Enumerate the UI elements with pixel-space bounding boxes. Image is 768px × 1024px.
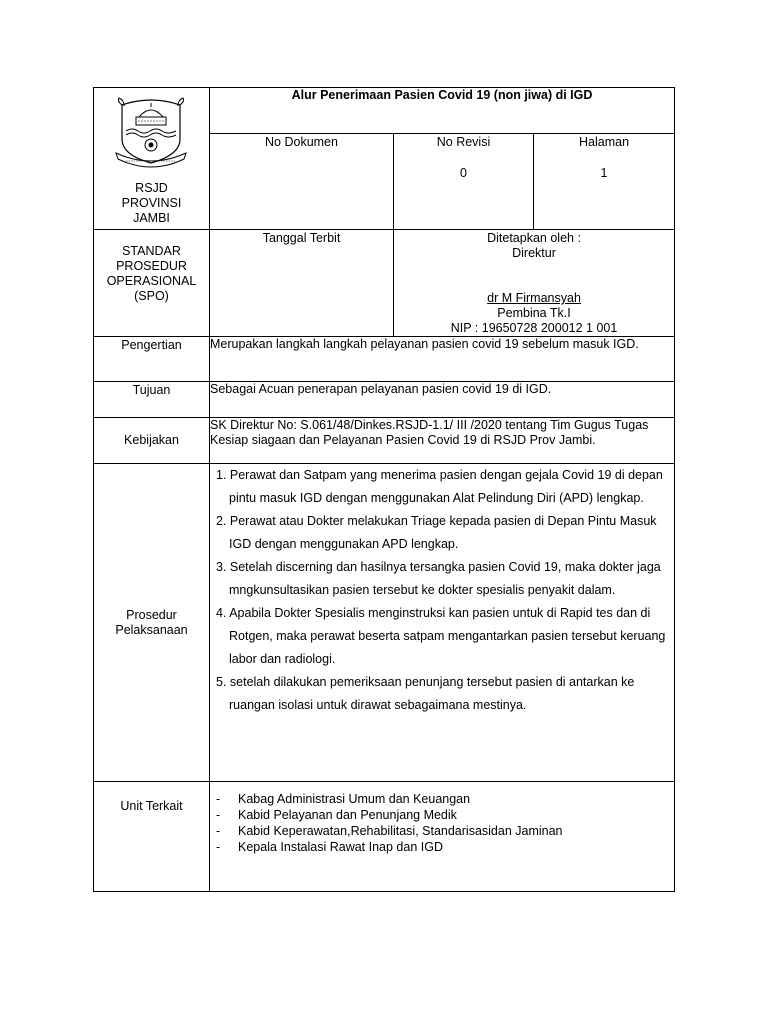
prosedur-label-cell [94,464,210,782]
tanggal-terbit-label: Tanggal Terbit [262,231,341,245]
spo-label-line: STANDAR [122,244,181,258]
ditetapkan-label: Ditetapkan oleh : [487,231,581,245]
kebijakan-label: Kebijakan [94,418,210,464]
signatory-name: dr M Firmansyah [487,291,581,305]
bullet-dash: - [216,792,221,806]
pengertian-text: Merupakan langkah langkah pelayanan pasien covid 19 sebelum masuk IGD. [210,337,675,382]
prosedur-content [210,464,675,782]
unit-terkait-content [210,782,675,892]
kebijakan-text: SK Direktur No: S.061/48/Dinkes.RSJD-1.1/ III /2020 tentang Tim Gugus Tugas Kesiap siagaan dan Pelayanan Pasien Covid 19 di RSJD Prov Jambi. [210,418,675,464]
spo-label-line: (SPO) [134,289,169,303]
no-revisi-label: No Revisi [436,135,491,149]
pengertian-label: Pengertian [94,337,210,382]
signatory-rank: Pembina Tk.I [497,306,571,320]
no-revisi-value: 0 [460,166,467,180]
unit-terkait-item-text: Kabid Keperawatan,Rehabilitasi, Standarisasidan Jaminan [238,824,563,838]
no-dokumen-label: No Dokumen [265,135,338,149]
no-dokumen-cell [210,134,394,230]
document-title: Alur Penerimaan Pasien Covid 19 (non jiwa) di IGD [210,88,675,134]
prosedur-step: 1. Perawat dan Satpam yang menerima pasien dengan gejala Covid 19 di depan pintu masuk IGD dengan menggunakan Alat Pelindung Diri (APD) lengkap. [216,468,663,505]
unit-terkait-item [216,807,668,823]
halaman-cell [534,134,675,230]
institution-line: RSJD [135,181,168,195]
no-revisi-cell [394,134,534,230]
institution-name [94,181,209,226]
prosedur-steps [210,464,674,717]
spo-label-cell [94,230,210,337]
bullet-dash: - [216,808,221,822]
prosedur-step: 4. Apabila Dokter Spesialis menginstruksi kan pasien untuk di Rapid tes dan di Rotgen, maka perawat beserta satpam mengantarkan pasien tersebut keruang labor dan radiologi. [216,606,666,666]
unit-terkait-item [216,791,668,807]
institution-line: JAMBI [133,211,170,225]
halaman-label: Halaman [579,135,630,149]
unit-terkait-item [216,823,668,839]
unit-terkait-label: Unit Terkait [94,782,210,892]
tujuan-text: Sebagai Acuan penerapan pelayanan pasien covid 19 di IGD. [210,382,675,418]
bullet-dash: - [216,824,221,838]
province-emblem-icon [108,95,194,171]
tanggal-terbit-cell [210,230,394,337]
unit-terkait-item [216,839,668,855]
unit-terkait-item-text: Kabag Administrasi Umum dan Keuangan [238,792,471,806]
unit-terkait-item-text: Kabid Pelayanan dan Penunjang Medik [238,808,457,822]
ditetapkan-role: Direktur [512,246,556,260]
unit-terkait-list [210,791,674,855]
prosedur-step: 2. Perawat atau Dokter melakukan Triage kepada pasien di Depan Pintu Masuk IGD dengan menggunakan APD lengkap. [216,514,657,551]
prosedur-step: 5. setelah dilakukan pemeriksaan penunjang tersebut pasien di antarkan ke ruangan isolasi untuk dirawat sebagaimana mestinya. [216,675,635,712]
logo-cell [94,88,210,230]
institution-line: PROVINSI [121,196,182,210]
spo-label-line: OPERASIONAL [106,274,197,288]
bullet-dash: - [216,840,221,854]
spo-table [93,87,675,892]
spo-label-line: PROSEDUR [116,259,187,273]
unit-terkait-item-text: Kepala Instalasi Rawat Inap dan IGD [238,840,443,854]
prosedur-label-line: Prosedur [126,607,177,622]
province-logo [108,95,194,171]
tujuan-label: Tujuan [94,382,210,418]
prosedur-step: 3. Setelah discerning dan hasilnya tersangka pasien Covid 19, maka dokter jaga mngkunsultasikan pasien tersebut ke dokter spesialis penyakit dalam. [216,560,661,597]
halaman-value: 1 [600,166,608,180]
signatory-nip: NIP : 19650728 200012 1 001 [450,321,618,335]
prosedur-label-line: Pelaksanaan [115,622,188,637]
ditetapkan-cell [394,230,675,337]
